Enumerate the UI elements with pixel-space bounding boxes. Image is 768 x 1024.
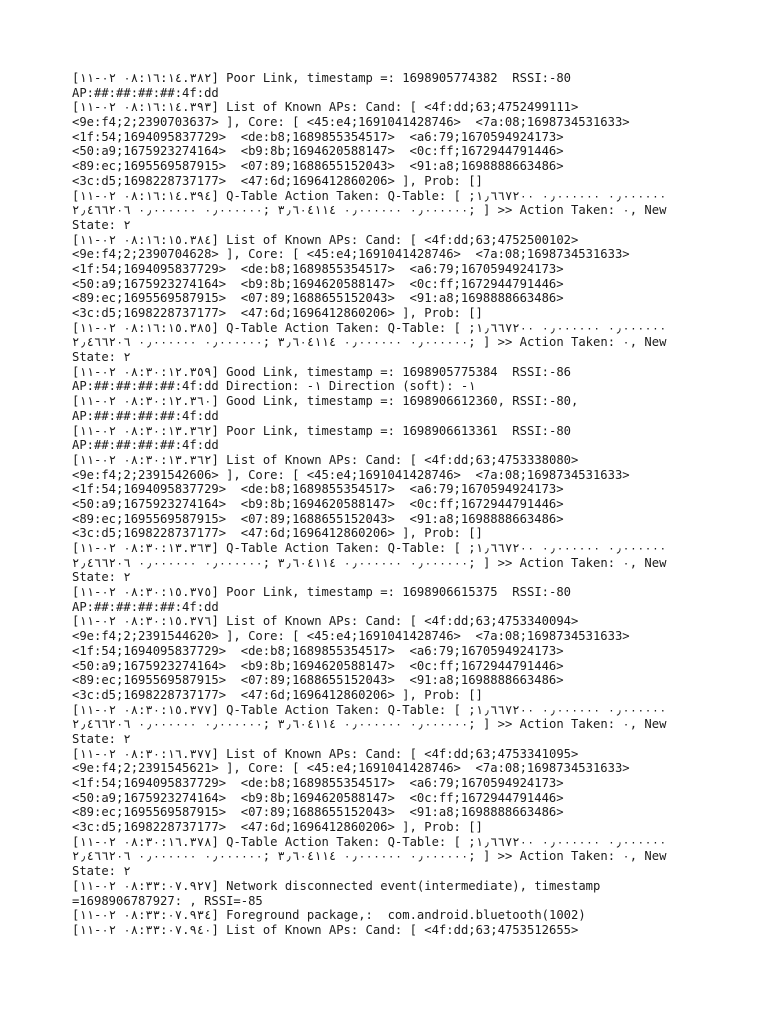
log-line: [٠٨:٣٠:١٦.٣٧٧ ٠٢-١١] List of Known APs: Cand: [ <4f:dd;63;4753341095> (72, 746, 579, 761)
log-line: ٠٫٠٠٠٠٠٠ ٠٫٠٠٠٠٠٠ ٣٫٦٠٤١١٤ ;٠٫٠٠٠٠٠٠ ٠٫٠٠٠٠٠٠ ٢٫٤٦٦٢٠٦; ] >> Action Taken: ٠, New (72, 203, 667, 218)
log-line: AP:##:##:##:##:4f:dd (72, 85, 219, 100)
log-line: [٠٨:٣٣:٠٧.٩٣٤ ٠٢-١١] Foreground package,: com.android.bluetooth(1002) (72, 908, 586, 923)
log-line: <9e:f4;2;2391544620> ], Core: [ <45:e4;1691041428746> <7a:08;1698734531633> (72, 629, 630, 644)
log-line: <1f:54;1694095837729> <de:b8;1689855354517> <a6:79;1670594924173> (72, 776, 564, 790)
log-line: <3c:d5;1698228737177> <47:6d;1696412860206> ], Prob: [] (72, 687, 483, 702)
log-line: ٠٫٠٠٠٠٠٠ ٠٫٠٠٠٠٠٠ ٣٫٦٠٤١١٤ ;٠٫٠٠٠٠٠٠ ٠٫٠٠٠٠٠٠ ٢٫٤٦٦٢٠٦; ] >> Action Taken: ٠, New (72, 849, 667, 864)
log-document (72, 71, 692, 938)
log-line: State: ٢ (72, 864, 131, 879)
log-line: <89:ec;1695569587915> <07:89;1688655152043> <91:a8;1698888663486> (72, 511, 564, 526)
log-line: [٠٨:٣٠:١٣.٣٦٣ ٠٢-١١] Q-Table Action Taken: Q-Table: [ ;٠٫٠٠٠٠٠٠ ٠٫٠٠٠٠٠٠ ١٫٦٦٧٢٠٠ (72, 541, 667, 555)
log-line: AP:##:##:##:##:4f:dd Direction: -١ Direction (soft): -١ (72, 379, 476, 394)
log-line: [٠٨:١٦:١٤.٣٩٣ ٠٢-١١] List of Known APs: Cand: [ <4f:dd;63;4752499111> (72, 100, 579, 115)
log-line: ٠٫٠٠٠٠٠٠ ٠٫٠٠٠٠٠٠ ٣٫٦٠٤١١٤ ;٠٫٠٠٠٠٠٠ ٠٫٠٠٠٠٠٠ ٢٫٤٦٦٢٠٦; ] >> Action Taken: ٠, New (72, 717, 667, 732)
log-line: <1f:54;1694095837729> <de:b8;1689855354517> <a6:79;1670594924173> (72, 482, 564, 497)
log-line: <50:a9;1675923274164> <b9:8b;1694620588147> <0c:ff;1672944791446> (72, 276, 564, 291)
log-line: AP:##:##:##:##:4f:dd (72, 408, 219, 423)
log-line: <50:a9;1675923274164> <b9:8b;1694620588147> <0c:ff;1672944791446> (72, 496, 564, 511)
log-line: [٠٨:٣٣:٠٧.٩٤٠ ٠٢-١١] List of Known APs: Cand: [ <4f:dd;63;4753512655> (72, 922, 579, 937)
log-line: <9e:f4;2;2391542606> ], Core: [ <45:e4;1691041428746> <7a:08;1698734531633> (72, 467, 630, 482)
log-line: <50:a9;1675923274164> <b9:8b;1694620588147> <0c:ff;1672944791446> (72, 658, 564, 673)
log-lines (72, 71, 692, 938)
log-line: [٠٨:٣٠:١٣.٣٦٢ ٠٢-١١] List of Known APs: Cand: [ <4f:dd;63;4753338080> (72, 452, 579, 467)
log-line: [٠٨:١٦:١٤.٣٩٤ ٠٢-١١] Q-Table Action Taken: Q-Table: [ ;٠٫٠٠٠٠٠٠ ٠٫٠٠٠٠٠٠ ١٫٦٦٧٢٠٠ (72, 188, 667, 203)
log-line: <89:ec;1695569587915> <07:89;1688655152043> <91:a8;1698888663486> (72, 673, 564, 688)
log-line: [٠٨:٣٠:١٣.٣٦٢ ٠٢-١١] Poor Link, timestamp =: 1698906613361 RSSI:-80 (72, 423, 572, 438)
log-line: [٠٨:٣٠:١٥.٣٧٥ ٠٢-١١] Poor Link, timestamp =: 1698906615375 RSSI:-80 (72, 585, 572, 600)
log-line: [٠٨:٣٠:١٥.٣٧٦ ٠٢-١١] List of Known APs: Cand: [ <4f:dd;63;4753340094> (72, 614, 579, 629)
log-line: <1f:54;1694095837729> <de:b8;1689855354517> <a6:79;1670594924173> (72, 261, 564, 276)
log-line: <1f:54;1694095837729> <de:b8;1689855354517> <a6:79;1670594924173> (72, 129, 564, 144)
log-line: [٠٨:٣٠:١٢.٣٥٩ ٠٢-١١] Good Link, timestamp =: 1698905775384 RSSI:-86 (72, 364, 572, 379)
log-line: <3c:d5;1698228737177> <47:6d;1696412860206> ], Prob: [] (72, 306, 483, 320)
log-line: State: ٢ (72, 350, 131, 365)
log-line: <9e:f4;2;2390704628> ], Core: [ <45:e4;1691041428746> <7a:08;1698734531633> (72, 247, 630, 262)
log-line: AP:##:##:##:##:4f:dd (72, 599, 219, 614)
log-line: State: ٢ (72, 731, 131, 746)
log-line: [٠٨:١٦:١٥.٣٨٥ ٠٢-١١] Q-Table Action Taken: Q-Table: [ ;٠٫٠٠٠٠٠٠ ٠٫٠٠٠٠٠٠ ١٫٦٦٧٢٠٠ (72, 320, 667, 335)
log-line: [٠٨:٣٠:١٢.٣٦٠ ٠٢-١١] Good Link, timestamp =: 1698906612360, RSSI:-80, (72, 394, 579, 409)
log-line: <50:a9;1675923274164> <b9:8b;1694620588147> <0c:ff;1672944791446> (72, 144, 564, 159)
log-line: [٠٨:٣٠:١٥.٣٧٧ ٠٢-١١] Q-Table Action Taken: Q-Table: [ ;٠٫٠٠٠٠٠٠ ٠٫٠٠٠٠٠٠ ١٫٦٦٧٢٠٠ (72, 702, 667, 717)
log-line: ٠٫٠٠٠٠٠٠ ٠٫٠٠٠٠٠٠ ٣٫٦٠٤١١٤ ;٠٫٠٠٠٠٠٠ ٠٫٠٠٠٠٠٠ ٢٫٤٦٦٢٠٦; ] >> Action Taken: ٠, New (72, 335, 667, 350)
log-line: ٠٫٠٠٠٠٠٠ ٠٫٠٠٠٠٠٠ ٣٫٦٠٤١١٤ ;٠٫٠٠٠٠٠٠ ٠٫٠٠٠٠٠٠ ٢٫٤٦٦٢٠٦; ] >> Action Taken: ٠, New (72, 555, 667, 570)
log-line: <89:ec;1695569587915> <07:89;1688655152043> <91:a8;1698888663486> (72, 291, 564, 306)
log-line: [٠٨:١٦:١٥.٣٨٤ ٠٢-١١] List of Known APs: Cand: [ <4f:dd;63;4752500102> (72, 232, 579, 247)
log-line: <3c:d5;1698228737177> <47:6d;1696412860206> ], Prob: [] (72, 173, 483, 188)
log-line: <9e:f4;2;2391545621> ], Core: [ <45:e4;1691041428746> <7a:08;1698734531633> (72, 761, 630, 776)
log-line: <3c:d5;1698228737177> <47:6d;1696412860206> ], Prob: [] (72, 820, 483, 835)
log-line: <50:a9;1675923274164> <b9:8b;1694620588147> <0c:ff;1672944791446> (72, 790, 564, 805)
log-line: State: ٢ (72, 217, 131, 232)
log-line: <3c:d5;1698228737177> <47:6d;1696412860206> ], Prob: [] (72, 526, 483, 541)
log-line: =1698906787927: , RSSI=-85 (72, 893, 263, 908)
log-line: AP:##:##:##:##:4f:dd (72, 438, 219, 453)
log-line: <89:ec;1695569587915> <07:89;1688655152043> <91:a8;1698888663486> (72, 159, 564, 174)
log-line: State: ٢ (72, 570, 131, 585)
log-line: <1f:54;1694095837729> <de:b8;1689855354517> <a6:79;1670594924173> (72, 643, 564, 658)
log-line: [٠٨:٣٣:٠٧.٩٢٧ ٠٢-١١] Network disconnected event(intermediate), timestamp (72, 878, 601, 893)
log-line: <9e:f4;2;2390703637> ], Core: [ <45:e4;1691041428746> <7a:08;1698734531633> (72, 115, 630, 130)
log-line: [٠٨:١٦:١٤.٣٨٢ ٠٢-١١] Poor Link, timestamp =: 1698905774382 RSSI:-80 (72, 71, 572, 85)
log-line: <89:ec;1695569587915> <07:89;1688655152043> <91:a8;1698888663486> (72, 805, 564, 820)
log-line: [٠٨:٣٠:١٦.٣٧٨ ٠٢-١١] Q-Table Action Taken: Q-Table: [ ;٠٫٠٠٠٠٠٠ ٠٫٠٠٠٠٠٠ ١٫٦٦٧٢٠٠ (72, 834, 667, 849)
